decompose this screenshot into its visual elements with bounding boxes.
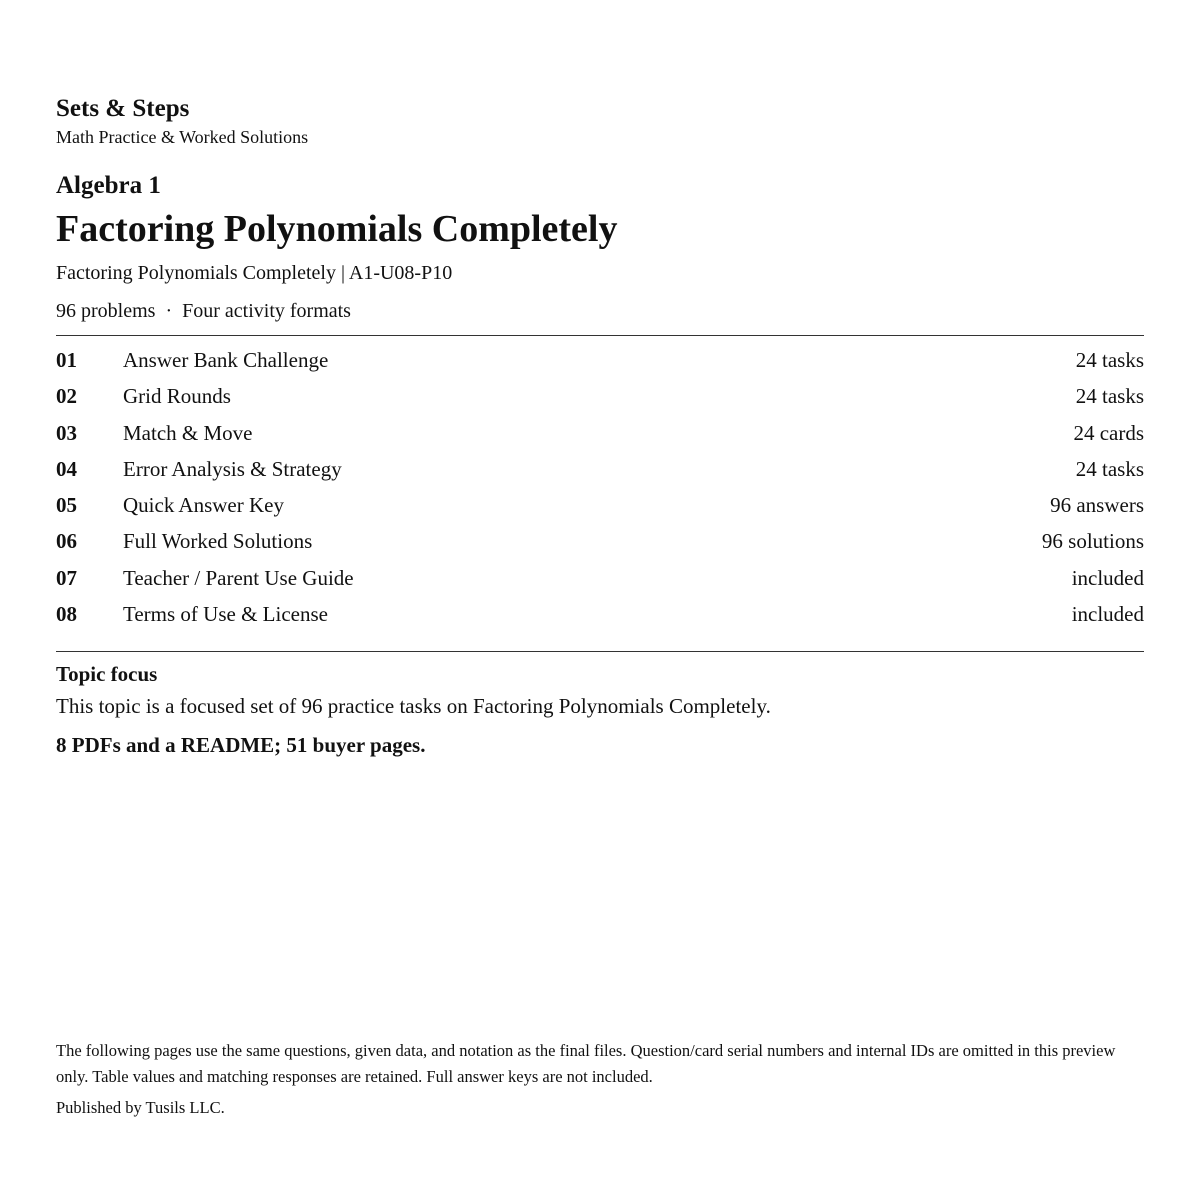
contents-row — [56, 451, 1144, 487]
contents-count: 96 solutions — [1041, 529, 1144, 554]
contents-count: 24 cards — [1073, 420, 1144, 445]
contents-number: 04 — [56, 456, 77, 481]
contents-label: Full Worked Solutions — [123, 529, 313, 554]
meta-separator: · — [165, 300, 173, 322]
contents-number: 02 — [56, 384, 77, 409]
publisher-line: Published by Tusils LLC. — [56, 1098, 225, 1117]
contents-row — [56, 378, 1144, 414]
contents-number: 07 — [56, 565, 77, 590]
contents-count: 96 answers — [1050, 493, 1144, 518]
contents-label: Quick Answer Key — [123, 493, 284, 518]
contents-count: 24 tasks — [1075, 456, 1144, 481]
contents-label: Error Analysis & Strategy — [123, 456, 342, 481]
document-page — [56, 0, 1144, 1200]
contents-count: 24 tasks — [1075, 348, 1144, 372]
product-code-line: Factoring Polynomials Completely | A1-U08-P10 — [56, 262, 453, 284]
contents-number: 06 — [56, 529, 77, 554]
topic-focus-text: This topic is a focused set of 96 practice tasks on Factoring Polynomials Completely. — [56, 694, 771, 718]
contents-row — [56, 342, 1144, 378]
contents-row — [56, 487, 1144, 523]
contents-number: 08 — [56, 602, 77, 627]
topic-focus-heading: Topic focus — [56, 662, 158, 686]
subject-heading: Algebra 1 — [56, 172, 161, 199]
brand-name: Sets & Steps — [56, 95, 190, 122]
contents-label: Terms of Use & License — [123, 602, 328, 627]
contents-number: 05 — [56, 493, 77, 518]
contents-count: included — [1071, 602, 1144, 627]
preview-disclaimer: The following pages use the same questions, given data, and notation as the final files. Question/card serial numbers and internal IDs are omitted in this preview only. Table values and matching responses are retained. Full answer keys are not included. — [56, 1041, 1116, 1086]
product-meta — [56, 299, 351, 323]
contents-number: 03 — [56, 420, 77, 445]
divider-top — [56, 335, 1144, 336]
divider-bottom — [56, 651, 1144, 652]
contents-label: Match & Move — [123, 420, 253, 445]
contents-label: Grid Rounds — [123, 384, 231, 409]
activity-formats: Four activity formats — [182, 300, 351, 322]
problem-count: 96 problems — [56, 300, 156, 322]
brand-tagline: Math Practice & Worked Solutions — [56, 127, 309, 147]
file-summary: 8 PDFs and a README; 51 buyer pages. — [56, 733, 426, 757]
contents-label: Teacher / Parent Use Guide — [123, 565, 354, 590]
contents-number: 01 — [56, 348, 77, 372]
contents-count: included — [1071, 565, 1144, 590]
contents-row — [56, 523, 1144, 559]
contents-label: Answer Bank Challenge — [123, 348, 329, 372]
contents-row — [56, 596, 1144, 632]
contents-row — [56, 560, 1144, 596]
contents-count: 24 tasks — [1075, 384, 1144, 409]
page-title: Factoring Polynomials Completely — [56, 208, 618, 250]
contents-list — [56, 342, 1144, 632]
contents-row — [56, 415, 1144, 451]
